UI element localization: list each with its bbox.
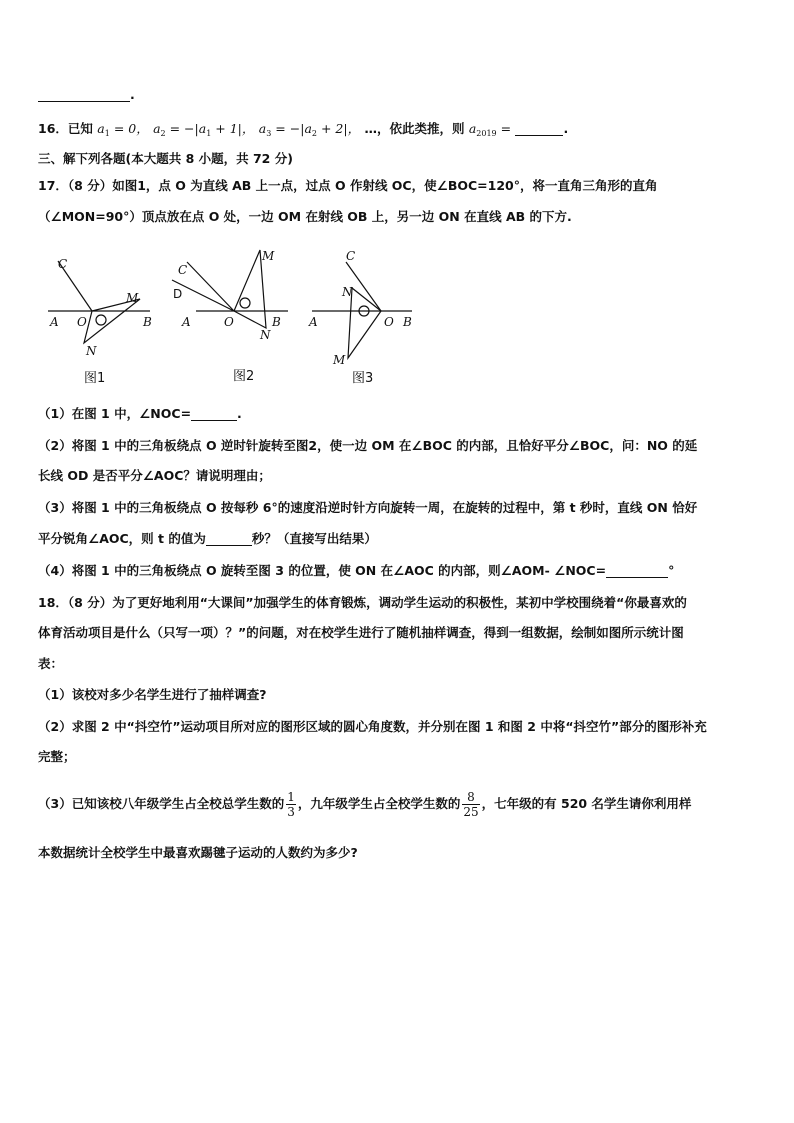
question-17-line1: 17．（8 分）如图1，点 O 为直线 AB 上一点，过点 O 作射线 OC，使∠BOC=120°，将一直角三角形的直角 (38, 178, 658, 193)
q18-part3-line1: （3）已知该校八年级学生占全校总学生数的 $\frac{1}{3}$ ，九年级学生占全校学生数的 $\frac{8}{25}$ ，七年级的有 520 名学生请你利用样 (38, 790, 692, 819)
q18-part2-line2: 完整； (38, 749, 76, 764)
answer-blank (206, 532, 252, 546)
q17-figures (0, 240, 794, 400)
q18-part2-line1: （2）求图 2 中“抖空竹”运动项目所对应的图形区域的圆心角度数，并分别在图 1 和图 2 中将“抖空竹”部分的图形补充 (38, 719, 707, 734)
fig3-label-o: O (384, 315, 394, 329)
q15-answer-line: . (38, 86, 758, 104)
fig2-ray-oc (187, 262, 234, 311)
question-18-line3: 表： (38, 656, 64, 671)
fig1-label-c: C (58, 257, 68, 271)
fig1-right-angle-mark (96, 315, 106, 325)
q17-part3-line2: 平分锐角∠AOC，则 t 的值为 秒？（直接写出结果） (38, 531, 377, 546)
fig3-triangle (348, 288, 381, 358)
answer-blank (38, 88, 130, 102)
fig3-label-c: C (346, 249, 356, 263)
fig3-label-a: A (309, 315, 318, 329)
fig3-label-b: B (403, 315, 412, 329)
fig1-caption: 图1 (84, 371, 106, 386)
question-16: 16．已知 $a_1 = 0$， $a_2 = -|a_1 + 1|$， $a_3 = -|a_2 + 2|$， …，依此类推，则 $a_{2019}$ = . (38, 121, 569, 138)
fig1-triangle (84, 299, 140, 343)
section-heading: 三、解下列各题(本大题共 8 小题，共 72 分) (38, 151, 293, 166)
fig2-label-a: A (182, 315, 191, 329)
fig1-label-n: N (86, 344, 97, 358)
fig1-label-m: M (126, 291, 139, 305)
answer-blank (191, 407, 237, 421)
q18-part1: （1）该校对多少名学生进行了抽样调查? (38, 687, 267, 702)
fig1-label-o: O (77, 315, 87, 329)
fig2-label-d: D (173, 287, 183, 301)
q17-part3-line1: （3）将图 1 中的三角板绕点 O 按每秒 6°的速度沿逆时针方向旋转一周，在旋转的过程中，第 t 秒时，直线 ON 恰好 (38, 500, 698, 515)
fig2-label-m: M (262, 249, 275, 263)
q17-part1: （1）在图 1 中，∠NOC= . (38, 406, 242, 421)
answer-blank (515, 122, 563, 136)
q17-part2-line1: （2）将图 1 中的三角板绕点 O 逆时针旋转至图2，使一边 OM 在∠BOC 的内部，且恰好平分∠BOC，问：NO 的延 (38, 438, 698, 453)
fig2-label-c: C (178, 263, 188, 277)
fig3-caption: 图3 (352, 371, 374, 386)
question-17-line2: （∠MON=90°）顶点放在点 O 处，一边 OM 在射线 OB 上，另一边 ON 在直线 AB 的下方. (38, 209, 572, 224)
fig2-label-o: O (224, 315, 234, 329)
fig2-caption: 图2 (233, 369, 255, 384)
question-18-line2: 体育活动项目是什么（只写一项）？”的问题，对在校学生进行了随机抽样调查，得到一组数据，绘制如图所示统计图 (38, 625, 684, 640)
fig1-label-b: B (143, 315, 152, 329)
fraction-one-third: $\frac{1}{3}$ (287, 790, 295, 819)
fig3-label-m: M (333, 353, 346, 367)
q17-part4: （4）将图 1 中的三角板绕点 O 旋转至图 3 的位置，使 ON 在∠AOC 的内部，则∠AOM- ∠NOC= ° (38, 563, 675, 578)
answer-blank (606, 564, 668, 578)
fig2-label-b: B (272, 315, 281, 329)
fig3-label-n: N (342, 285, 353, 299)
q17-part2-line2: 长线 OD 是否平分∠AOC？请说明理由； (38, 468, 271, 483)
q18-part3-line2: 本数据统计全校学生中最喜欢踢毽子运动的人数约为多少? (38, 845, 358, 860)
fig2-right-angle-mark (240, 298, 250, 308)
fig2-label-n: N (260, 328, 271, 342)
fraction-eight-25ths: $\frac{8}{25}$ (463, 790, 479, 819)
question-18-line1: 18．（8 分）为了更好地利用“大课间”加强学生的体育锻炼，调动学生运动的积极性，某初中学校围绕着“你最喜欢的 (38, 595, 687, 610)
fig1-label-a: A (50, 315, 59, 329)
